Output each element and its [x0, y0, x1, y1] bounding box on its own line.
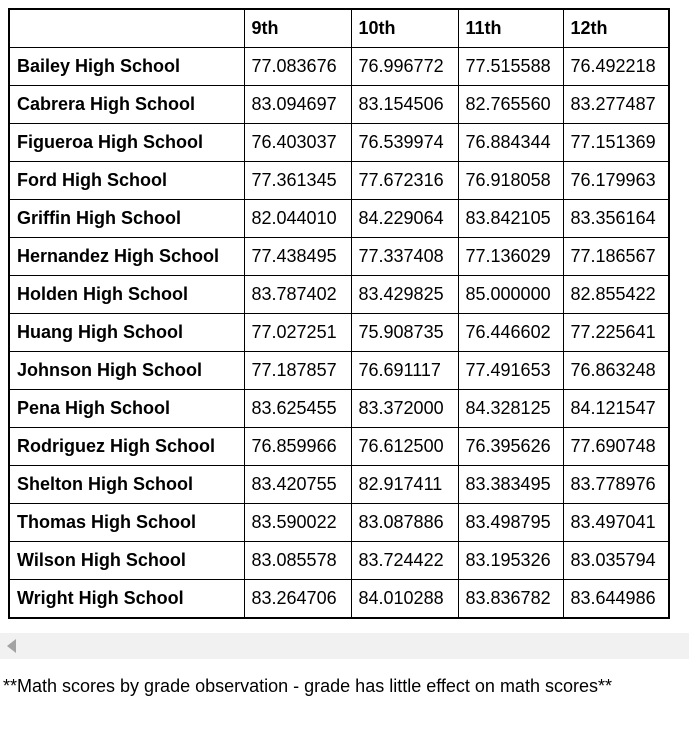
- score-cell: 83.383495: [458, 466, 563, 504]
- school-name-cell: Rodriguez High School: [9, 428, 244, 466]
- corner-header-cell: [9, 9, 244, 48]
- score-cell: 82.917411: [351, 466, 458, 504]
- score-cell: 77.151369: [563, 124, 669, 162]
- score-cell: 83.195326: [458, 542, 563, 580]
- score-cell: 76.996772: [351, 48, 458, 86]
- score-cell: 83.498795: [458, 504, 563, 542]
- score-cell: 77.438495: [244, 238, 351, 276]
- column-header: 11th: [458, 9, 563, 48]
- table-row: [9, 428, 669, 466]
- column-header: 9th: [244, 9, 351, 48]
- score-cell: 83.836782: [458, 580, 563, 619]
- score-cell: 76.539974: [351, 124, 458, 162]
- score-cell: 83.590022: [244, 504, 351, 542]
- score-cell: 77.690748: [563, 428, 669, 466]
- score-cell: 77.083676: [244, 48, 351, 86]
- school-name-cell: Shelton High School: [9, 466, 244, 504]
- score-cell: 83.356164: [563, 200, 669, 238]
- school-name-cell: Figueroa High School: [9, 124, 244, 162]
- school-name-cell: Thomas High School: [9, 504, 244, 542]
- school-name-cell: Wright High School: [9, 580, 244, 619]
- horizontal-scrollbar[interactable]: [0, 633, 689, 659]
- score-cell: 84.010288: [351, 580, 458, 619]
- score-cell: 75.908735: [351, 314, 458, 352]
- table-body: [9, 48, 669, 619]
- table-row: [9, 580, 669, 619]
- table-row: [9, 162, 669, 200]
- score-cell: 77.027251: [244, 314, 351, 352]
- score-cell: 76.395626: [458, 428, 563, 466]
- score-cell: 83.625455: [244, 390, 351, 428]
- score-cell: 84.328125: [458, 390, 563, 428]
- score-cell: 77.337408: [351, 238, 458, 276]
- score-cell: 83.420755: [244, 466, 351, 504]
- table-row: [9, 238, 669, 276]
- table-caption: **Math scores by grade observation - grade has little effect on math scores**: [3, 676, 612, 696]
- school-name-cell: Wilson High School: [9, 542, 244, 580]
- score-cell: 77.186567: [563, 238, 669, 276]
- table-row: [9, 542, 669, 580]
- math-scores-table: [8, 8, 670, 619]
- school-name-cell: Hernandez High School: [9, 238, 244, 276]
- score-cell: 76.859966: [244, 428, 351, 466]
- score-cell: 77.187857: [244, 352, 351, 390]
- score-cell: 76.403037: [244, 124, 351, 162]
- table-row: [9, 86, 669, 124]
- score-cell: 77.491653: [458, 352, 563, 390]
- score-cell: 77.515588: [458, 48, 563, 86]
- school-name-cell: Holden High School: [9, 276, 244, 314]
- school-name-cell: Pena High School: [9, 390, 244, 428]
- table-row: [9, 48, 669, 86]
- score-cell: 77.361345: [244, 162, 351, 200]
- score-cell: 76.492218: [563, 48, 669, 86]
- table-header: [9, 9, 669, 48]
- score-cell: 83.154506: [351, 86, 458, 124]
- school-name-cell: Ford High School: [9, 162, 244, 200]
- score-cell: 84.121547: [563, 390, 669, 428]
- scroll-left-arrow-icon[interactable]: [7, 639, 16, 653]
- column-header: 12th: [563, 9, 669, 48]
- table-row: [9, 352, 669, 390]
- score-cell: 84.229064: [351, 200, 458, 238]
- score-cell: 83.035794: [563, 542, 669, 580]
- score-cell: 76.612500: [351, 428, 458, 466]
- score-cell: 83.724422: [351, 542, 458, 580]
- score-cell: 76.691117: [351, 352, 458, 390]
- score-cell: 83.264706: [244, 580, 351, 619]
- school-name-cell: Cabrera High School: [9, 86, 244, 124]
- score-cell: 82.765560: [458, 86, 563, 124]
- school-name-cell: Griffin High School: [9, 200, 244, 238]
- score-cell: 76.884344: [458, 124, 563, 162]
- school-name-cell: Johnson High School: [9, 352, 244, 390]
- score-cell: 83.842105: [458, 200, 563, 238]
- score-cell: 76.179963: [563, 162, 669, 200]
- score-cell: 85.000000: [458, 276, 563, 314]
- school-name-cell: Huang High School: [9, 314, 244, 352]
- table-row: [9, 276, 669, 314]
- score-cell: 83.787402: [244, 276, 351, 314]
- score-cell: 76.918058: [458, 162, 563, 200]
- score-cell: 83.429825: [351, 276, 458, 314]
- score-cell: 83.277487: [563, 86, 669, 124]
- score-cell: 83.497041: [563, 504, 669, 542]
- table-row: [9, 466, 669, 504]
- table-row: [9, 504, 669, 542]
- score-cell: 83.094697: [244, 86, 351, 124]
- score-cell: 77.672316: [351, 162, 458, 200]
- table-row: [9, 124, 669, 162]
- header-row: [9, 9, 669, 48]
- score-cell: 76.863248: [563, 352, 669, 390]
- score-cell: 83.087886: [351, 504, 458, 542]
- school-name-cell: Bailey High School: [9, 48, 244, 86]
- score-cell: 77.136029: [458, 238, 563, 276]
- score-cell: 82.044010: [244, 200, 351, 238]
- table-row: [9, 390, 669, 428]
- score-cell: 83.372000: [351, 390, 458, 428]
- score-cell: 82.855422: [563, 276, 669, 314]
- score-cell: 83.085578: [244, 542, 351, 580]
- score-cell: 77.225641: [563, 314, 669, 352]
- table-row: [9, 314, 669, 352]
- score-cell: 83.778976: [563, 466, 669, 504]
- table-row: [9, 200, 669, 238]
- column-header: 10th: [351, 9, 458, 48]
- score-cell: 76.446602: [458, 314, 563, 352]
- score-cell: 83.644986: [563, 580, 669, 619]
